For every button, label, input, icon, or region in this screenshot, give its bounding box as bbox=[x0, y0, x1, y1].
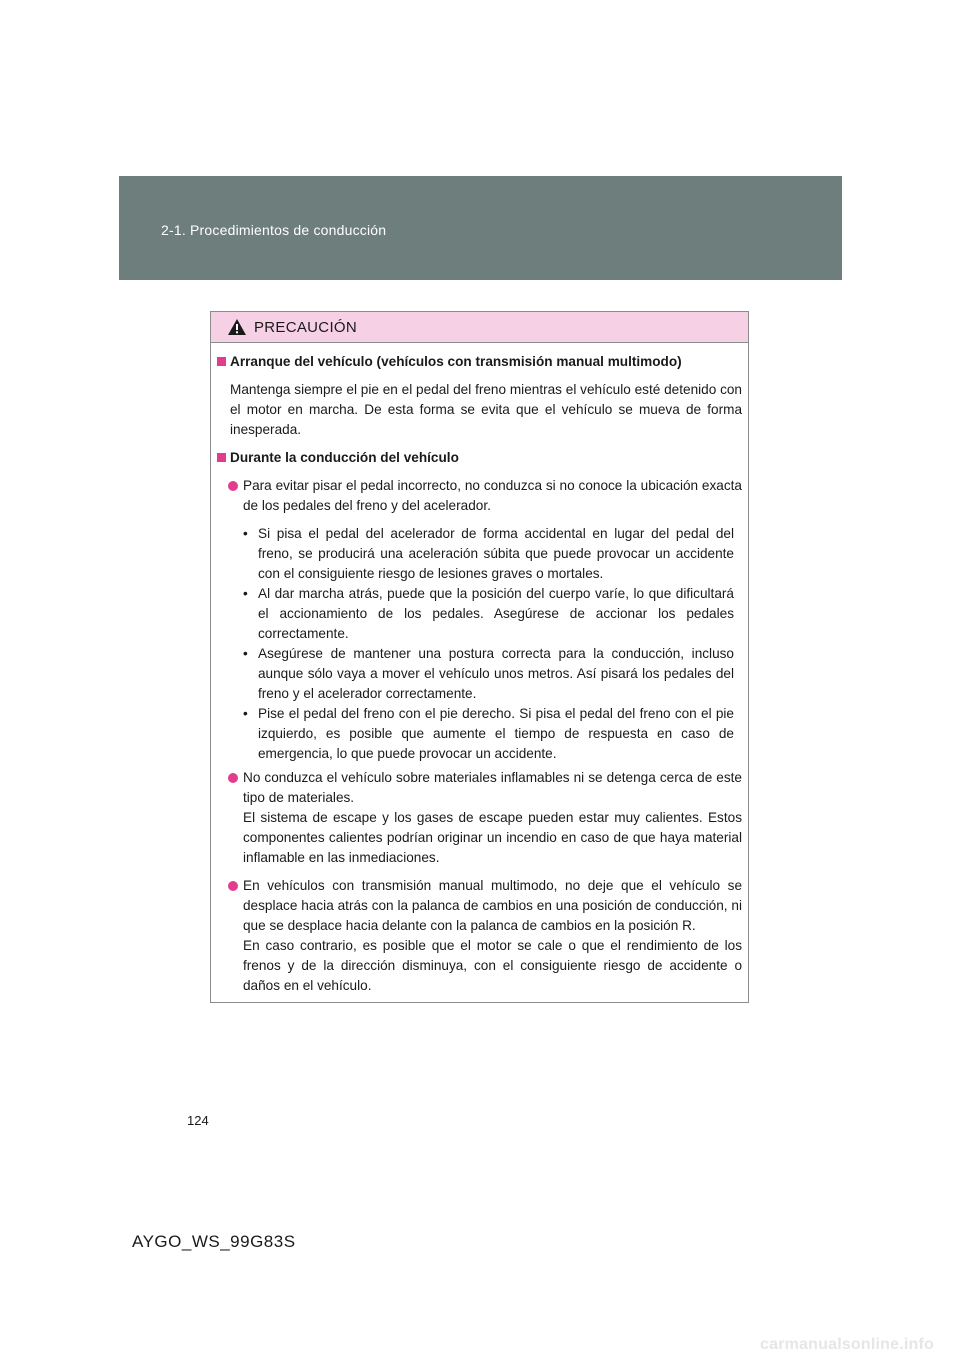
list-item-text: No conduzca el vehículo sobre materiales inflamables ni se detenga cerca de este tipo de materiales. bbox=[243, 770, 742, 805]
warning-triangle-icon bbox=[227, 318, 247, 336]
square-bullet-icon bbox=[217, 357, 226, 366]
sub-list bbox=[217, 524, 742, 764]
circle-bullet-icon bbox=[228, 773, 238, 783]
sub-list-item bbox=[243, 584, 742, 644]
document-code: AYGO_WS_99G83S bbox=[132, 1232, 296, 1251]
list-item bbox=[217, 876, 742, 996]
dot-bullet-icon: • bbox=[243, 526, 248, 541]
sub-list-item bbox=[243, 524, 742, 584]
sub-list-item-text: Asegúrese de mantener una postura correcta para la conducción, incluso aunque sólo vaya a mover el vehículo unos metros. Así pisará los pedales del freno y el acelerador correctamente. bbox=[258, 646, 734, 701]
dot-bullet-icon: • bbox=[243, 646, 248, 661]
square-bullet-icon bbox=[217, 453, 226, 462]
section-heading-text: Arranque del vehículo (vehículos con transmisión manual multimodo) bbox=[230, 354, 682, 369]
list-item bbox=[217, 476, 742, 516]
circle-bullet-icon bbox=[228, 881, 238, 891]
sub-list-item bbox=[243, 704, 742, 764]
list-item-text: Para evitar pisar el pedal incorrecto, no conduzca si no conoce la ubicación exacta de los pedales del freno y del acelerador. bbox=[243, 478, 742, 513]
circle-bullet-icon bbox=[228, 481, 238, 491]
watermark: carmanualsonline.info bbox=[760, 1336, 935, 1353]
list-item-text-continued: En caso contrario, es posible que el motor se cale o que el rendimiento de los frenos y de la dirección disminuya, con el consiguiente riesgo de accidente o daños en el vehículo. bbox=[243, 938, 742, 993]
dot-bullet-icon: • bbox=[243, 586, 248, 601]
section-heading-text: Durante la conducción del vehículo bbox=[230, 450, 459, 465]
section-heading bbox=[217, 352, 742, 372]
sub-list-item-text: Pise el pedal del freno con el pie derecho. Si pisa el pedal del freno con el pie izquierdo, es posible que aumente el tiempo de respuesta en caso de emergencia, lo que puede provocar un accidente. bbox=[258, 706, 734, 761]
section-header-band bbox=[119, 176, 842, 280]
list-item-text-continued: El sistema de escape y los gases de escape pueden estar muy calientes. Estos componentes calientes podrían originar un incendio en caso de que haya material inflamable en las inmediaciones. bbox=[243, 810, 742, 865]
sub-list-item-text: Al dar marcha atrás, puede que la posición del cuerpo varíe, lo que dificultará el accionamiento de los pedales. Asegúrese de accionar los pedales correctamente. bbox=[258, 586, 734, 641]
sub-list-item bbox=[243, 644, 742, 704]
section-title: 2-1. Procedimientos de conducción bbox=[161, 222, 387, 238]
list-item bbox=[217, 768, 742, 868]
section-heading bbox=[217, 448, 742, 468]
page-number: 124 bbox=[187, 1113, 209, 1128]
section-paragraph: Mantenga siempre el pie en el pedal del freno mientras el vehículo esté detenido con el motor en marcha. De esta forma se evita que el vehículo se mueva de forma inesperada. bbox=[230, 382, 742, 437]
caution-content bbox=[217, 352, 742, 1004]
list-item-text: En vehículos con transmisión manual multimodo, no deje que el vehículo se desplace hacia atrás con la palanca de cambios en una posición de conducción, ni que se desplace hacia delante con la palanca de cambios en la posición R. bbox=[243, 878, 742, 933]
dot-bullet-icon: • bbox=[243, 706, 248, 721]
caution-box bbox=[210, 311, 749, 1003]
caution-header bbox=[211, 312, 748, 343]
caution-title: PRECAUCIÓN bbox=[254, 319, 358, 336]
sub-list-item-text: Si pisa el pedal del acelerador de forma accidental en lugar del pedal del freno, se producirá una aceleración súbita que puede provocar un accidente con el consiguiente riesgo de lesiones graves o mortales. bbox=[258, 526, 734, 581]
